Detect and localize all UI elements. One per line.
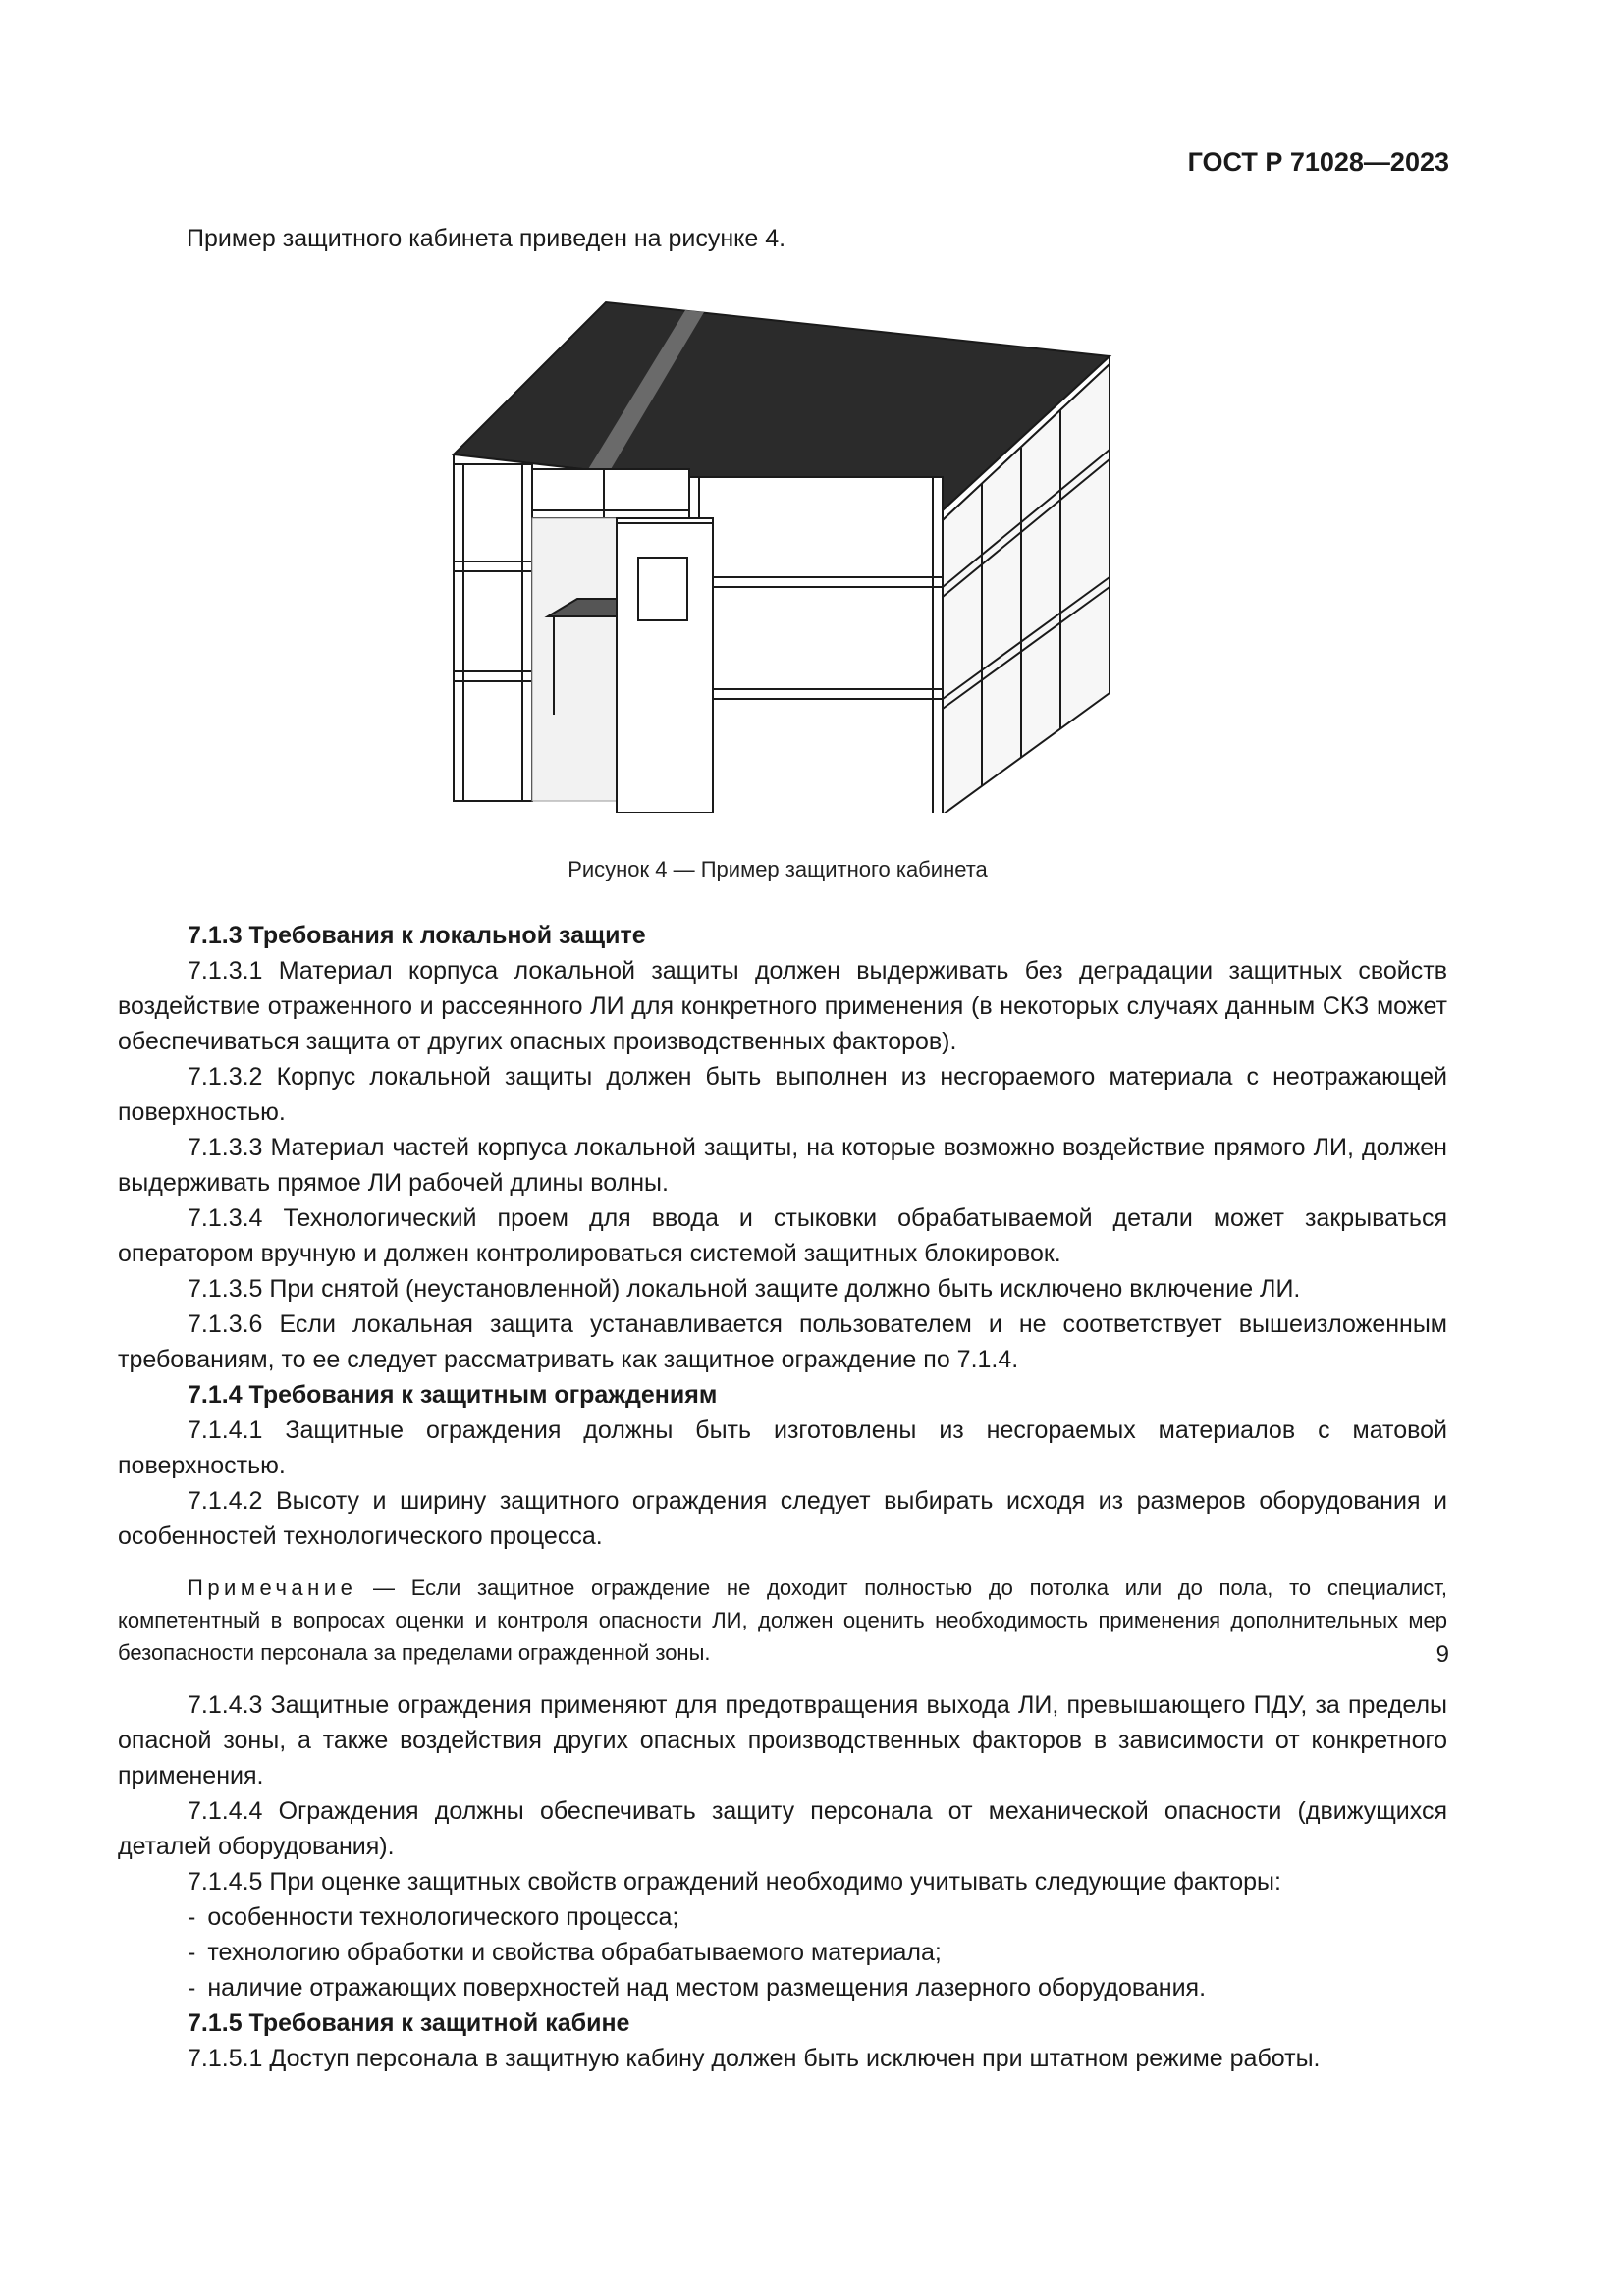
- paragraph: 7.1.3.2 Корпус локальной защиты должен быть выполнен из несгораемого материала с неотражающей поверхностью.: [118, 1063, 1447, 1126]
- section-heading: 7.1.5 Требования к защитной кабине: [188, 2009, 630, 2037]
- standard-code: ГОСТ Р 71028—2023: [1187, 147, 1449, 177]
- page-number: 9: [1435, 1641, 1449, 1668]
- figure-protective-cabinet: [432, 293, 1129, 813]
- cabinet-drawing: [432, 293, 1129, 813]
- document-body: [118, 918, 1447, 2076]
- paragraph: 7.1.3.3 Материал частей корпуса локальной защиты, на которые возможно воздействие прямого ЛИ, должен выдерживать прямое ЛИ рабочей длины волны.: [118, 1134, 1447, 1197]
- paragraph: 7.1.3.6 Если локальная защита устанавливается пользователем и не соответствует вышеизложенным требованиям, то ее следует рассматривать как защитное ограждение по 7.1.4.: [118, 1310, 1447, 1373]
- front-left-wall: [454, 464, 532, 801]
- list-item-text: наличие отражающих поверхностей над местом размещения лазерного оборудования.: [207, 1974, 1207, 2002]
- note: [118, 1572, 1447, 1669]
- list-marker: -: [188, 1903, 196, 1931]
- note-text: — Если защитное ограждение не доходит полностью до потолка или до пола, то специалист, компетентный в вопросах оценки и контроля опасности ЛИ, должен оценить необходимость применения дополнительных мер безопасности персонала за пределами огражденной зоны.: [118, 1575, 1447, 1665]
- front-right-wall: [689, 477, 943, 813]
- paragraph: 7.1.3.4 Технологический проем для ввода и стыковки обрабатываемой детали может закрываться оператором вручную и должен контролироваться системой защитных блокировок.: [118, 1204, 1447, 1267]
- list-item: [118, 1935, 1447, 1970]
- paragraph: 7.1.4.4 Ограждения должны обеспечивать защиту персонала от механической опасности (движущихся деталей оборудования).: [118, 1797, 1447, 1860]
- figure-caption: Рисунок 4 — Пример защитного кабинета: [568, 857, 988, 881]
- list-item: [118, 1899, 1447, 1935]
- list-item-text: технологию обработки и свойства обрабатываемого материала;: [207, 1939, 942, 1966]
- note-label: Примечание: [188, 1575, 357, 1600]
- list-marker: -: [188, 1974, 196, 2002]
- intro-text: Пример защитного кабинета приведен на рисунке 4.: [187, 225, 786, 252]
- section-heading: 7.1.4 Требования к защитным ограждениям: [188, 1381, 718, 1409]
- paragraph: 7.1.3.1 Материал корпуса локальной защиты должен выдерживать без деградации защитных свойств воздействие отраженного и рассеянного ЛИ для конкретного применения (в некоторых случаях данным СКЗ может обеспечиваться защита от других опасных производственных факторов).: [118, 957, 1447, 1055]
- paragraph: 7.1.4.5 При оценке защитных свойств ограждений необходимо учитывать следующие факторы:: [188, 1868, 1281, 1896]
- section-heading: 7.1.3 Требования к локальной защите: [188, 922, 646, 949]
- list-marker: -: [188, 1939, 196, 1966]
- paragraph: 7.1.4.1 Защитные ограждения должны быть изготовлены из несгораемых материалов с матовой поверхностью.: [118, 1416, 1447, 1479]
- paragraph: 7.1.5.1 Доступ персонала в защитную кабину должен быть исключен при штатном режиме работы.: [188, 2045, 1321, 2072]
- list-item: [118, 1970, 1447, 2005]
- paragraph: 7.1.4.3 Защитные ограждения применяют для предотвращения выхода ЛИ, превышающего ПДУ, за пределы опасной зоны, а также воздействия других опасных производственных факторов в зависимости от конкретного применения.: [118, 1691, 1447, 1789]
- paragraph: 7.1.4.2 Высоту и ширину защитного ограждения следует выбирать исходя из размеров оборудования и особенностей технологического процесса.: [118, 1487, 1447, 1550]
- list-item-text: особенности технологического процесса;: [207, 1903, 679, 1931]
- paragraph: 7.1.3.5 При снятой (неустановленной) локальной защите должно быть исключено включение ЛИ.: [188, 1275, 1301, 1303]
- door-window: [638, 558, 687, 620]
